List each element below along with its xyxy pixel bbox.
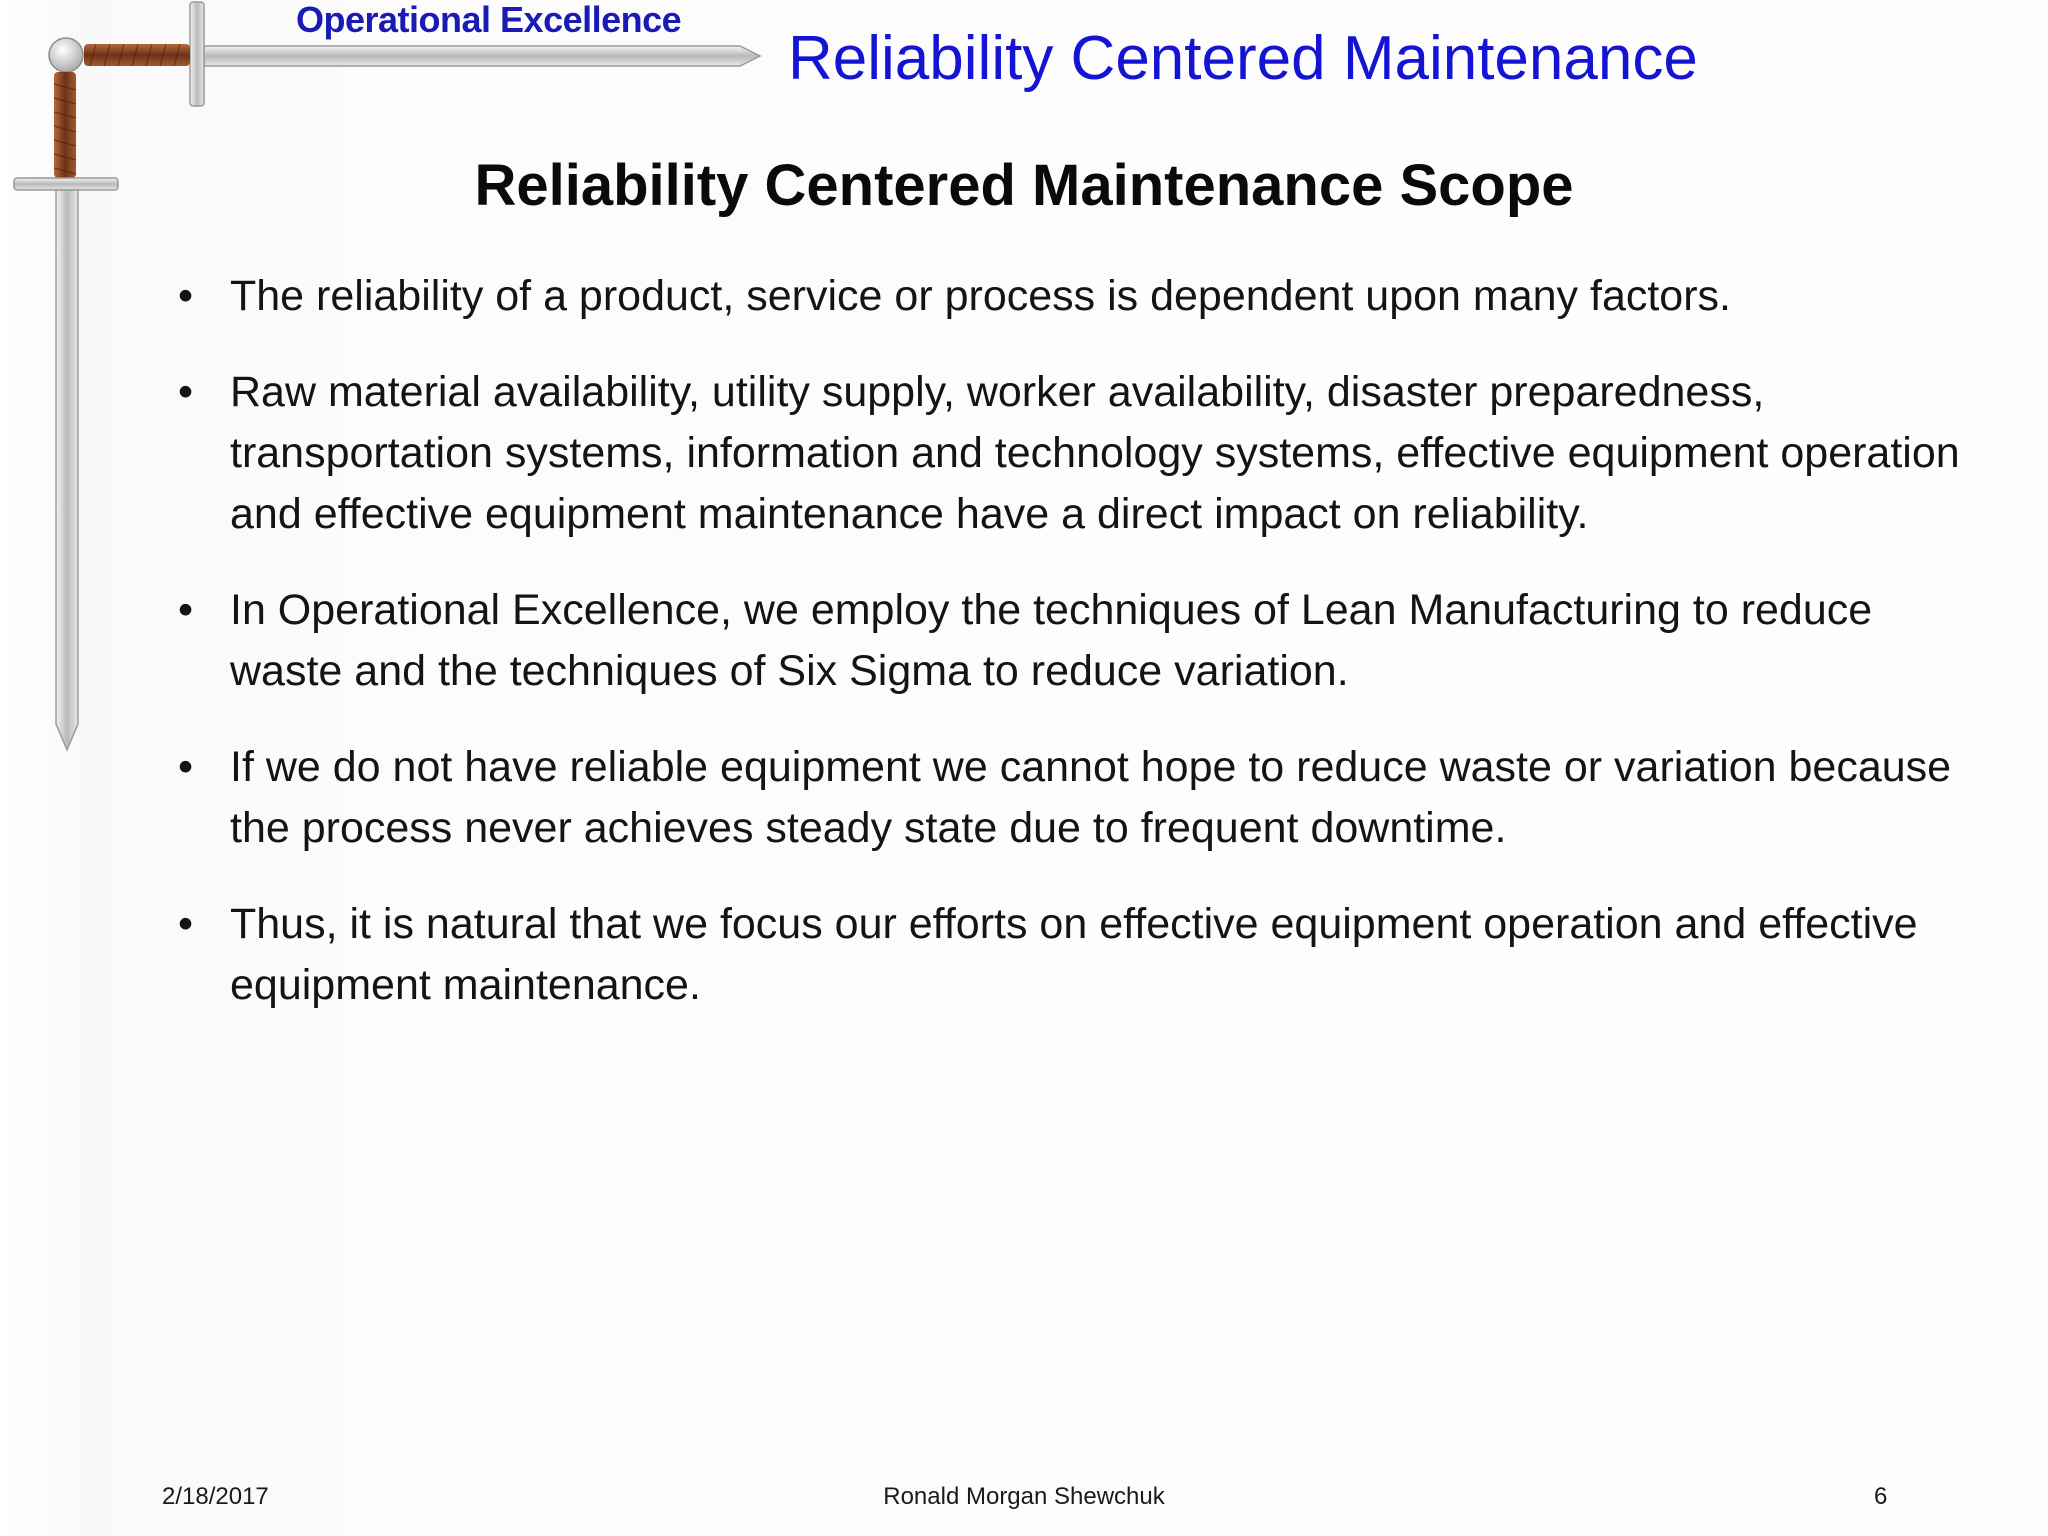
slide-title: Reliability Centered Maintenance Scope [474, 153, 1574, 218]
brand-text: Operational Excellence [296, 0, 682, 40]
bullet-list [176, 266, 1996, 1051]
footer-date: 2/18/2017 [162, 1483, 269, 1510]
bullet-item: • In Operational Excellence, we employ the techniques of Lean Manufacturing to reduce waste and the techniques of Six Sigma to reduce variation. [176, 580, 1996, 702]
bullet-item: • Thus, it is natural that we focus our efforts on effective equipment operation and effective equipment maintenance. [176, 894, 1996, 1016]
header-title: Reliability Centered Maintenance [788, 24, 1698, 93]
footer-author: Ronald Morgan Shewchuk [883, 1483, 1165, 1510]
bullet-item: • The reliability of a product, service or process is dependent upon many factors. [176, 266, 1996, 327]
bullet-item: • If we do not have reliable equipment we cannot hope to reduce waste or variation because the process never achieves steady state due to frequent downtime. [176, 737, 1996, 859]
bullet-item: • Raw material availability, utility supply, worker availability, disaster preparedness, transportation systems, information and technology systems, effective equipment operation and effective equipment maintenance have a direct impact on reliability. [176, 362, 1996, 545]
page-number: 6 [1874, 1483, 1888, 1510]
